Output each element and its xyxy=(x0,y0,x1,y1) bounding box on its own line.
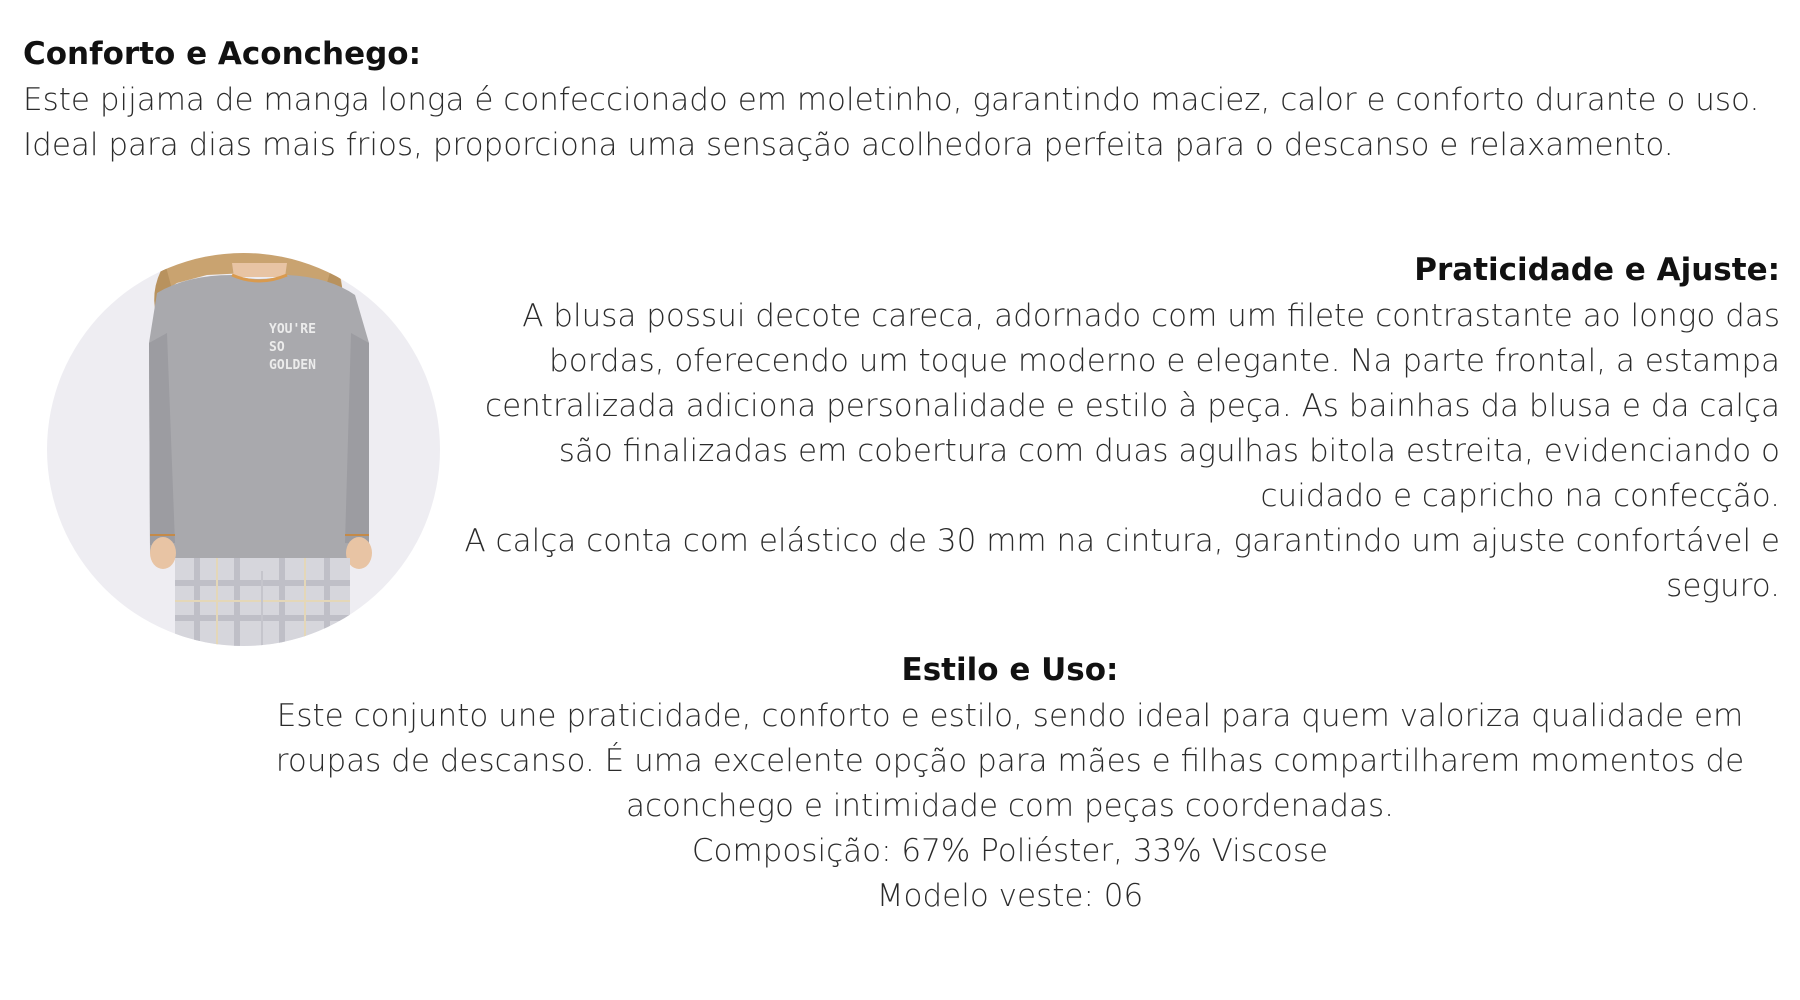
section-text-practicality-1: A blusa possui decote careca, adornado com um filete contrastante ao longo das bordas, oferecendo um toque moderno e elegante. Na parte frontal, a estampa centralizada adiciona personalidade e estilo à peça. As bainhas da blusa e da calça são finalizadas em cobertura com duas agulhas bitola estreita, evidenciando o cuidado e capricho na confecção. xyxy=(485,298,1780,514)
section-practicality xyxy=(440,246,1780,609)
section-text-comfort: Este pijama de manga longa é confeccionado em moletinho, garantindo maciez, calor e conforto durante o uso. Ideal para dias mais frios, proporciona uma sensação acolhedora perfeita para o descanso e relaxamento. xyxy=(23,82,1760,163)
section-comfort xyxy=(23,30,1783,168)
product-photo xyxy=(47,253,440,646)
section-style xyxy=(230,646,1790,919)
shirt-print-text: YOU'RE xyxy=(269,322,316,337)
section-title-practicality: Praticidade e Ajuste: xyxy=(1414,252,1780,288)
child-pajama-illustration xyxy=(47,253,440,646)
section-title-style: Estilo e Uso: xyxy=(901,652,1119,688)
section-text-practicality-2: A calça conta com elástico de 30 mm na cintura, garantindo um ajuste confortável e seguro. xyxy=(464,523,1780,604)
section-title-comfort: Conforto e Aconchego: xyxy=(23,36,422,72)
section-text-style: Este conjunto une praticidade, conforto e estilo, sendo ideal para quem valoriza qualidade em roupas de descanso. É uma excelente opção para mães e filhas compartilharem momentos de aconchego e intimidade com peças coordenadas. xyxy=(275,698,1745,824)
svg-text:SO: SO xyxy=(269,340,285,355)
svg-text:GOLDEN: GOLDEN xyxy=(269,358,316,373)
model-size-text: Modelo veste: 06 xyxy=(876,878,1144,914)
composition-text: Composição: 67% Poliéster, 33% Viscose xyxy=(691,833,1329,869)
